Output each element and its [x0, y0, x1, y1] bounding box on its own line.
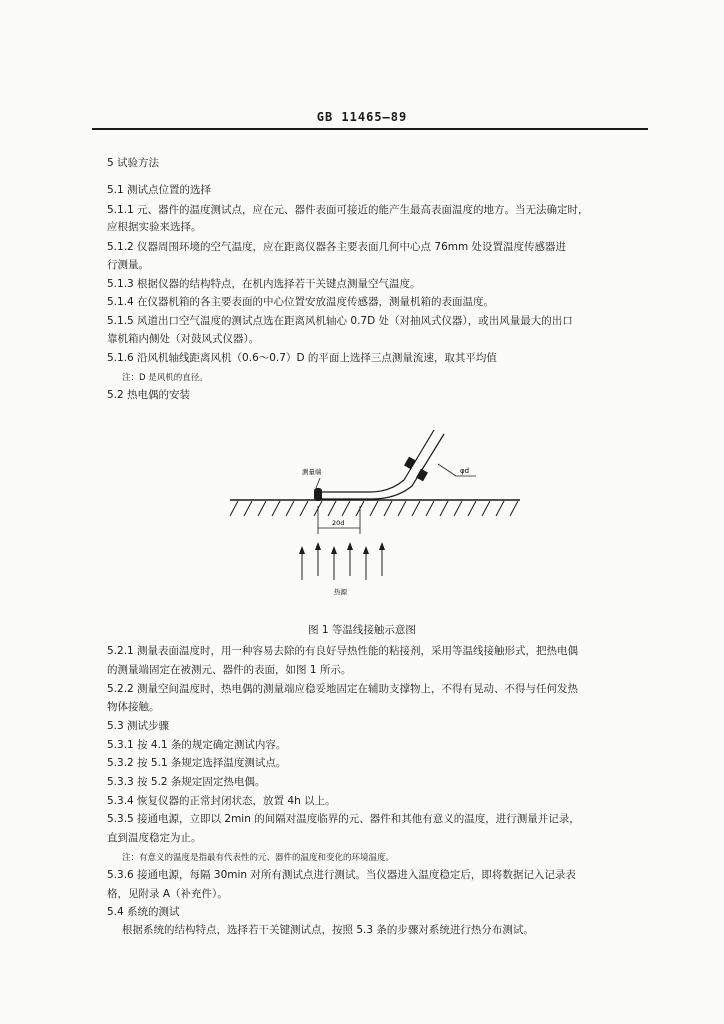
clause-5-3-1: 5.3.1 按 4.1 条的规定确定测试内容。 [107, 739, 287, 751]
thermocouple-wire [320, 430, 434, 492]
label-measure-end: 测量端 [302, 468, 322, 476]
label-20d: 20d [332, 519, 345, 527]
label-diameter: φd [460, 467, 470, 475]
clause-5-3-4: 5.3.4 恢复仪器的正常封闭状态，放置 4h 以上。 [107, 795, 336, 807]
note-fan-diameter: 注：D 是风机的直径。 [122, 373, 208, 383]
label-heat-source: 热源 [334, 588, 347, 596]
clause-5-1-6: 5.1.6 沿风机轴线距离风机（0.6～0.7）D 的平面上选择三点测量流速，取其平均值 [107, 352, 497, 364]
clause-5-2-1-line2: 的测量端固定在被测元、器件的表面，如图 1 所示。 [107, 664, 352, 676]
clause-5-1-2-line2: 行测量。 [107, 259, 149, 271]
section-5-2-heading: 5.2 热电偶的安装 [107, 389, 191, 401]
clause-5-3-6-line2: 格，见附录 A（补充件）。 [107, 888, 228, 900]
clause-5-3-6-line1: 5.3.6 接通电源，每隔 30min 对所有测试点进行测试。当仪器进入温度稳定后，即将数据记入记录表 [107, 869, 576, 881]
heat-flow-arrows [302, 544, 382, 580]
clause-5-3-3: 5.3.3 按 5.2 条规定固定热电偶。 [107, 776, 266, 788]
surface-hatching [230, 501, 518, 516]
section-5-1-heading: 5.1 测试点位置的选择 [107, 184, 212, 196]
standard-code-header: GB 11465—89 [316, 110, 408, 124]
clause-5-1-5-line2: 靠机箱内侧处（对鼓风式仪器）。 [107, 333, 260, 345]
clause-5-2-2-line2: 物体接触。 [107, 701, 160, 713]
clause-5-1-1-line1: 5.1.1 元、器件的温度测试点，应在元、器件表面可接近的能产生最高表面温度的地方。当无法确定时， [107, 204, 589, 216]
note-meaningful-temperature: 注：有意义的温度是指最有代表性的元、器件的温度和变化的环境温度。 [122, 853, 395, 863]
clause-5-1-5-line1: 5.1.5 风道出口空气温度的测试点选在距离风机轴心 0.7D 处（对抽风式仪器），或出风量最大的出口 [107, 315, 573, 327]
section-5-heading: 5 试验方法 [107, 157, 160, 169]
clause-5-1-1-line2: 应根据实验来选择。 [107, 221, 202, 233]
section-5-4-heading: 5.4 系统的测试 [107, 906, 180, 918]
header-rule [92, 128, 648, 130]
measuring-junction [314, 488, 322, 501]
figure-1-caption: 图 1 等温线接触示意图 [308, 624, 416, 636]
clause-5-3-5-line2: 直到温度稳定为止。 [107, 832, 202, 844]
clause-5-3-2: 5.3.2 按 5.1 条规定选择温度测试点。 [107, 757, 287, 769]
clause-5-1-3: 5.1.3 根据仪器的结构特点，在机内选择若干关键点测量空气温度。 [107, 278, 421, 290]
figure-1-isothermal-contact [220, 420, 530, 615]
section-5-3-heading: 5.3 测试步骤 [107, 720, 170, 732]
clause-5-3-5-line1: 5.3.5 接通电源，立即以 2min 的间隔对温度临界的元、器件和其他有意义的温度，进行测量并记录， [107, 813, 580, 825]
clause-5-4-body: 根据系统的结构特点，选择若干关键测试点，按照 5.3 条的步骤对系统进行热分布测试。 [122, 924, 534, 936]
clause-5-1-4: 5.1.4 在仪器机箱的各主要表面的中心位置安放温度传感器，测量机箱的表面温度。 [107, 296, 495, 308]
clause-5-2-2-line1: 5.2.2 测量空间温度时，热电偶的测量端应稳妥地固定在辅助支撑物上，不得有晃动、不得与任何发热 [107, 683, 579, 695]
clause-5-1-2-line1: 5.1.2 仪器周围环境的空气温度，应在距离仪器各主要表面几何中心点 76mm 处设置温度传感器进 [107, 241, 567, 253]
clause-5-2-1-line1: 5.2.1 测量表面温度时，用一种容易去除的有良好导热性能的粘接剂，采用等温线接触形式，把热电偶 [107, 645, 579, 657]
